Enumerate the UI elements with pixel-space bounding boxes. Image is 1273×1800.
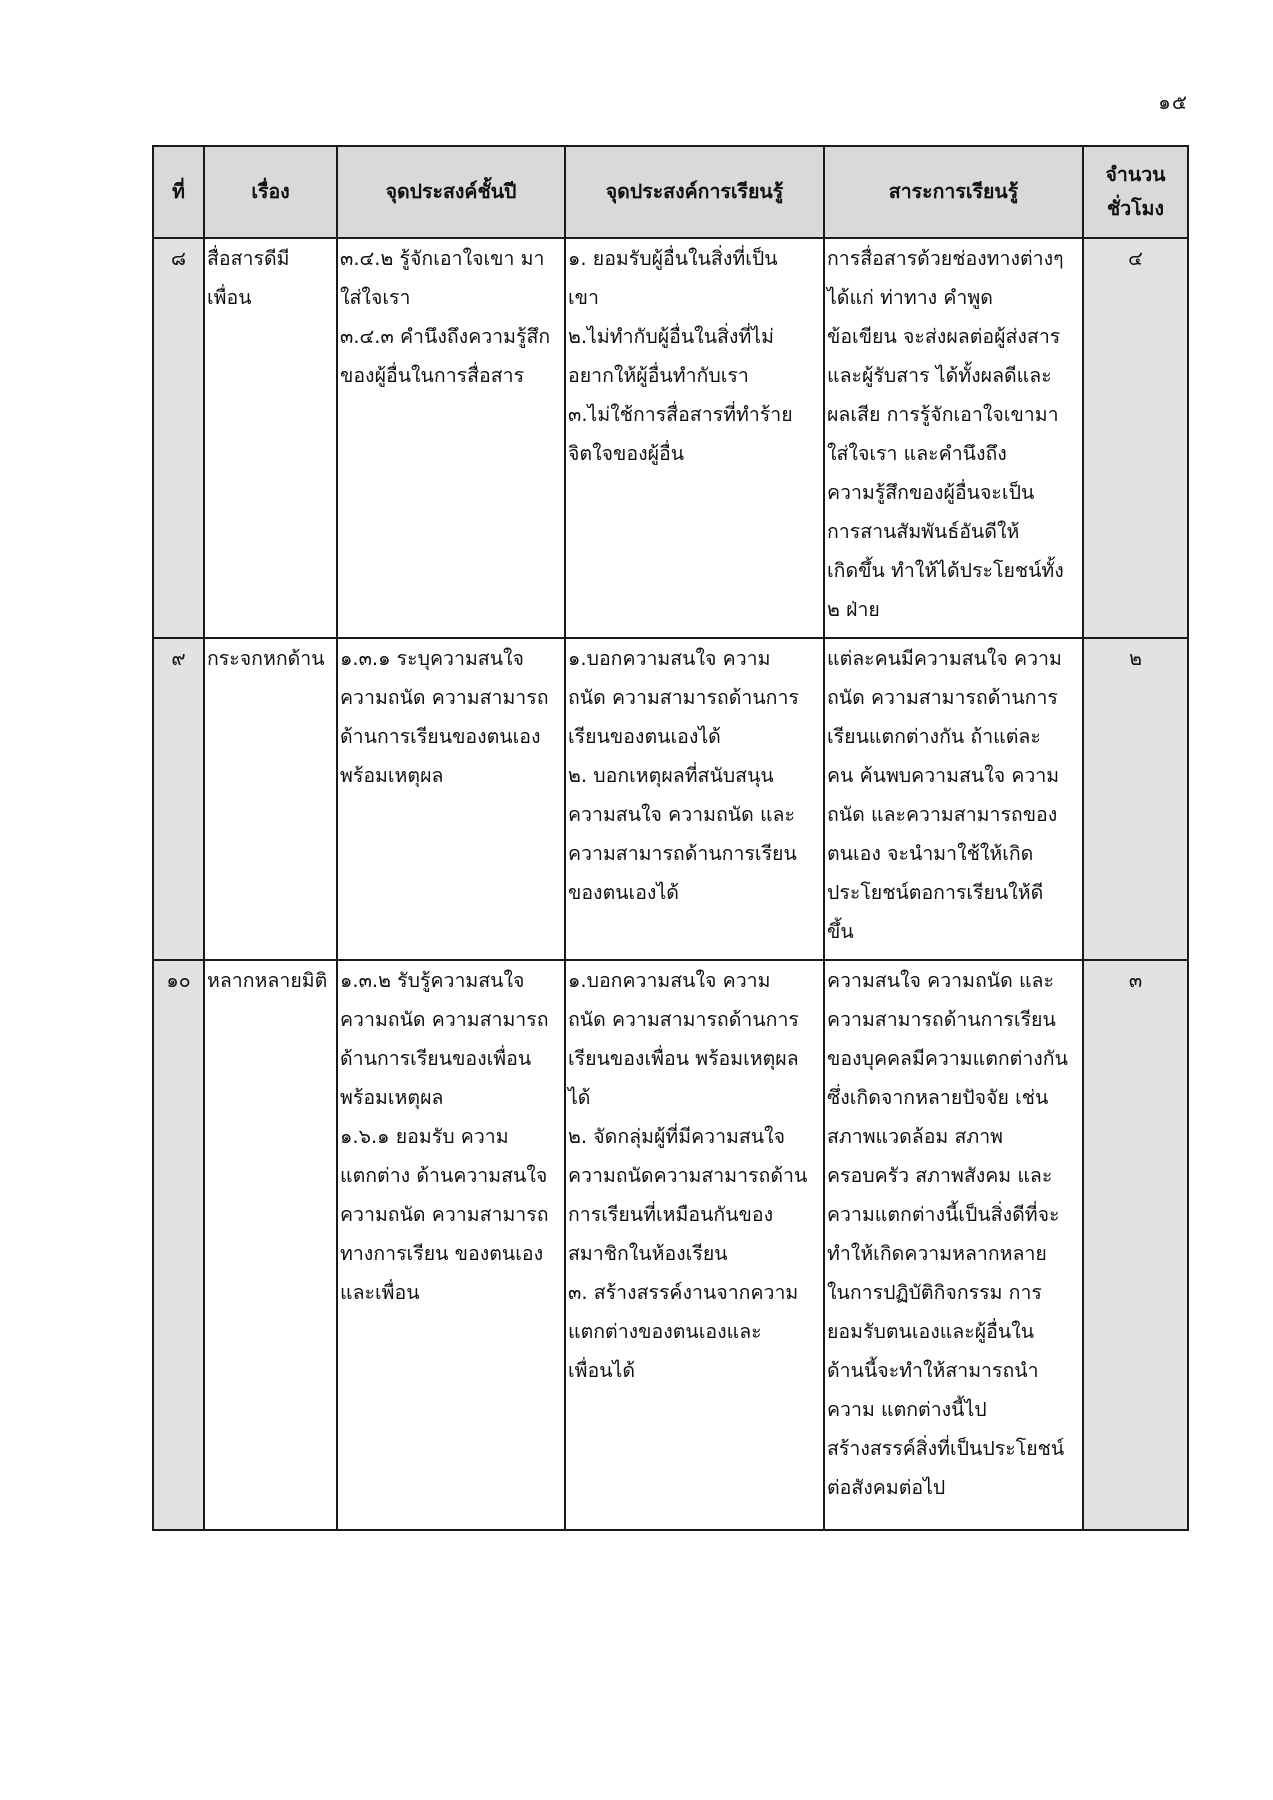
cell-line: สภาพแวดล้อม สภาพ bbox=[827, 1125, 1004, 1148]
cell-line: ได้ bbox=[568, 1086, 591, 1109]
cell-line: พร้อมเหตุผล bbox=[340, 764, 444, 787]
cell-line: ผลเสีย การรู้จักเอาใจเขามา bbox=[827, 403, 1059, 426]
cell-line: ข้อเขียน จะส่งผลต่อผู้ส่งสาร bbox=[827, 325, 1061, 348]
cell-line: ด้านการเรียนของตนเอง bbox=[340, 725, 541, 748]
cell-line: สร้างสรรค์สิ่งที่เป็นประโยชน์ bbox=[827, 1437, 1065, 1460]
cell-line: ถนัด ความสามารถด้านการ bbox=[568, 1008, 799, 1031]
cell-hours: ๓ bbox=[1083, 960, 1188, 1530]
cell-line: เขา bbox=[568, 286, 599, 309]
cell-line: สมาชิกในห้องเรียน bbox=[568, 1242, 728, 1265]
cell-line: ๒.ไม่ทำกับผู้อื่นในสิ่งที่ไม่ bbox=[568, 325, 774, 348]
cell-grade-objectives bbox=[337, 638, 565, 960]
cell-line: ความสามารถด้านการเรียน bbox=[827, 1008, 1056, 1031]
cell-line: ความถนัด ความสามารถ bbox=[340, 1008, 549, 1031]
cell-line: แตกต่างของตนเองและ bbox=[568, 1320, 762, 1343]
cell-line: แต่ละคนมีความสนใจ ความ bbox=[827, 647, 1062, 670]
cell-line: ๑.๓.๑ ระบุความสนใจ bbox=[340, 647, 524, 670]
cell-line: ๓.ไม่ใช้การสื่อสารที่ทำร้าย bbox=[568, 403, 793, 426]
cell-line: ใส่ใจเรา และคำนึงถึง bbox=[827, 442, 1007, 465]
cell-line: กระจกหกด้าน bbox=[207, 647, 325, 670]
cell-line: จิตใจของผู้อื่น bbox=[568, 442, 685, 465]
header-hours: จำนวนชั่วโมง bbox=[1083, 146, 1188, 238]
cell-line: การเรียนที่เหมือนกันของ bbox=[568, 1203, 774, 1226]
cell-line: ได้แก่ ท่าทาง คำพูด bbox=[827, 286, 993, 309]
cell-content bbox=[824, 638, 1083, 960]
cell-line: เกิดขึ้น ทำให้ได้ประโยชน์ทั้ง bbox=[827, 559, 1064, 582]
cell-learning-objectives bbox=[565, 638, 824, 960]
cell-line: ๒. บอกเหตุผลที่สนับสนุน bbox=[568, 764, 774, 787]
cell-content bbox=[824, 238, 1083, 638]
cell-line: เรียนแตกต่างกัน ถ้าแต่ละ bbox=[827, 725, 1041, 748]
cell-line: ต่อสังคมต่อไป bbox=[827, 1476, 946, 1499]
cell-line: ๑.๖.๑ ยอมรับ ความ bbox=[340, 1125, 509, 1148]
cell-line: ๓.๔.๒ รู้จักเอาใจเขา มา bbox=[340, 247, 545, 270]
cell-line: ถนัด ความสามารถด้านการ bbox=[827, 686, 1058, 709]
cell-line: หลากหลายมิติ bbox=[207, 969, 328, 992]
cell-line: เพื่อนได้ bbox=[568, 1359, 636, 1382]
curriculum-table bbox=[152, 145, 1189, 1531]
cell-content bbox=[824, 960, 1083, 1530]
cell-no: ๙ bbox=[153, 638, 204, 960]
cell-topic bbox=[204, 960, 337, 1530]
header-topic: เรื่อง bbox=[204, 146, 337, 238]
cell-no: ๑๐ bbox=[153, 960, 204, 1530]
cell-line: ซึ่งเกิดจากหลายปัจจัย เช่น bbox=[827, 1086, 1049, 1109]
cell-line: การสานสัมพันธ์อันดีให้ bbox=[827, 520, 1020, 543]
cell-line: ๓.๔.๓ คำนึงถึงความรู้สึก bbox=[340, 325, 551, 348]
cell-grade-objectives bbox=[337, 960, 565, 1530]
cell-line: เรียนของเพื่อน พร้อมเหตุผล bbox=[568, 1047, 799, 1070]
cell-line: ๒. จัดกลุ่มผู้ที่มีความสนใจ bbox=[568, 1125, 786, 1148]
header-grade-objectives: จุดประสงค์ชั้นปี bbox=[337, 146, 565, 238]
cell-topic bbox=[204, 638, 337, 960]
cell-learning-objectives bbox=[565, 960, 824, 1530]
cell-no: ๘ bbox=[153, 238, 204, 638]
table-header-row bbox=[153, 146, 1188, 238]
cell-line: เพื่อน bbox=[207, 286, 252, 309]
cell-line: และเพื่อน bbox=[340, 1281, 420, 1304]
cell-line: ความถนัด ความสามารถ bbox=[340, 686, 549, 709]
cell-line: ในการปฏิบัติกิจกรรม การ bbox=[827, 1281, 1042, 1304]
cell-hours: ๔ bbox=[1083, 238, 1188, 638]
cell-line: ครอบครัว สภาพสังคม และ bbox=[827, 1164, 1053, 1187]
cell-line: ความสามารถด้านการเรียน bbox=[568, 842, 797, 865]
cell-line: ๒ ฝ่าย bbox=[827, 598, 880, 621]
cell-line: แตกต่าง ด้านความสนใจ bbox=[340, 1164, 548, 1187]
cell-line: และผู้รับสาร ได้ทั้งผลดีและ bbox=[827, 364, 1052, 387]
cell-line: ๑. ยอมรับผู้อื่นในสิ่งที่เป็น bbox=[568, 247, 778, 270]
cell-line: สื่อสารดีมี bbox=[207, 247, 290, 270]
cell-line: ของบุคคลมีความแตกต่างกัน bbox=[827, 1047, 1068, 1070]
cell-line: ทำให้เกิดความหลากหลาย bbox=[827, 1242, 1047, 1265]
table-row bbox=[153, 238, 1188, 638]
cell-line: ๓. สร้างสรรค์งานจากความ bbox=[568, 1281, 799, 1304]
cell-line: ถนัด ความสามารถด้านการ bbox=[568, 686, 799, 709]
cell-line: ความสนใจ ความถนัด และ bbox=[827, 969, 1054, 992]
cell-grade-objectives bbox=[337, 238, 565, 638]
cell-line: ใส่ใจเรา bbox=[340, 286, 411, 309]
cell-line: ตนเอง จะนำมาใช้ให้เกิด bbox=[827, 842, 1034, 865]
cell-line: ความสนใจ ความถนัด และ bbox=[568, 803, 795, 826]
cell-hours: ๒ bbox=[1083, 638, 1188, 960]
cell-line: ความถนัด ความสามารถ bbox=[340, 1203, 549, 1226]
cell-line: ขึ้น bbox=[827, 920, 854, 943]
cell-line: อยากให้ผู้อื่นทำกับเรา bbox=[568, 364, 749, 387]
cell-line: ด้านการเรียนของเพื่อน bbox=[340, 1047, 532, 1070]
header-content: สาระการเรียนรู้ bbox=[824, 146, 1083, 238]
page-number: ๑๕ bbox=[1158, 90, 1188, 114]
cell-line: ความถนัดความสามารถด้าน bbox=[568, 1164, 808, 1187]
cell-line: เรียนของตนเองได้ bbox=[568, 725, 721, 748]
cell-line: ความ แตกต่างนี้ไป bbox=[827, 1398, 987, 1421]
cell-line: ๑.บอกความสนใจ ความ bbox=[568, 647, 771, 670]
table-row bbox=[153, 638, 1188, 960]
cell-line: ประโยชน์ตอการเรียนให้ดี bbox=[827, 881, 1044, 904]
cell-line: พร้อมเหตุผล bbox=[340, 1086, 444, 1109]
cell-line: ของผู้อื่นในการสื่อสาร bbox=[340, 364, 525, 387]
header-no: ที่ bbox=[153, 146, 204, 238]
table-body bbox=[153, 238, 1188, 1530]
cell-line: ๑.บอกความสนใจ ความ bbox=[568, 969, 771, 992]
table-row bbox=[153, 960, 1188, 1530]
cell-line: คน ค้นพบความสนใจ ความ bbox=[827, 764, 1060, 787]
cell-line: ความรู้สึกของผู้อื่นจะเป็น bbox=[827, 481, 1035, 504]
cell-topic bbox=[204, 238, 337, 638]
cell-line: ถนัด และความสามารถของ bbox=[827, 803, 1058, 826]
cell-line: การสื่อสารด้วยช่องทางต่างๆ bbox=[827, 247, 1064, 270]
cell-line: ความแตกต่างนี้เป็นสิ่งดีที่จะ bbox=[827, 1203, 1060, 1226]
cell-learning-objectives bbox=[565, 238, 824, 638]
header-learning-objectives: จุดประสงค์การเรียนรู้ bbox=[565, 146, 824, 238]
cell-line: ยอมรับตนเองและผู้อื่นใน bbox=[827, 1320, 1035, 1343]
cell-line: ของตนเองได้ bbox=[568, 881, 679, 904]
cell-line: ๑.๓.๒ รับรู้ความสนใจ bbox=[340, 969, 525, 992]
cell-line: ด้านนี้จะทำให้สามารถนำ bbox=[827, 1359, 1039, 1382]
cell-line: ทางการเรียน ของตนเอง bbox=[340, 1242, 544, 1265]
